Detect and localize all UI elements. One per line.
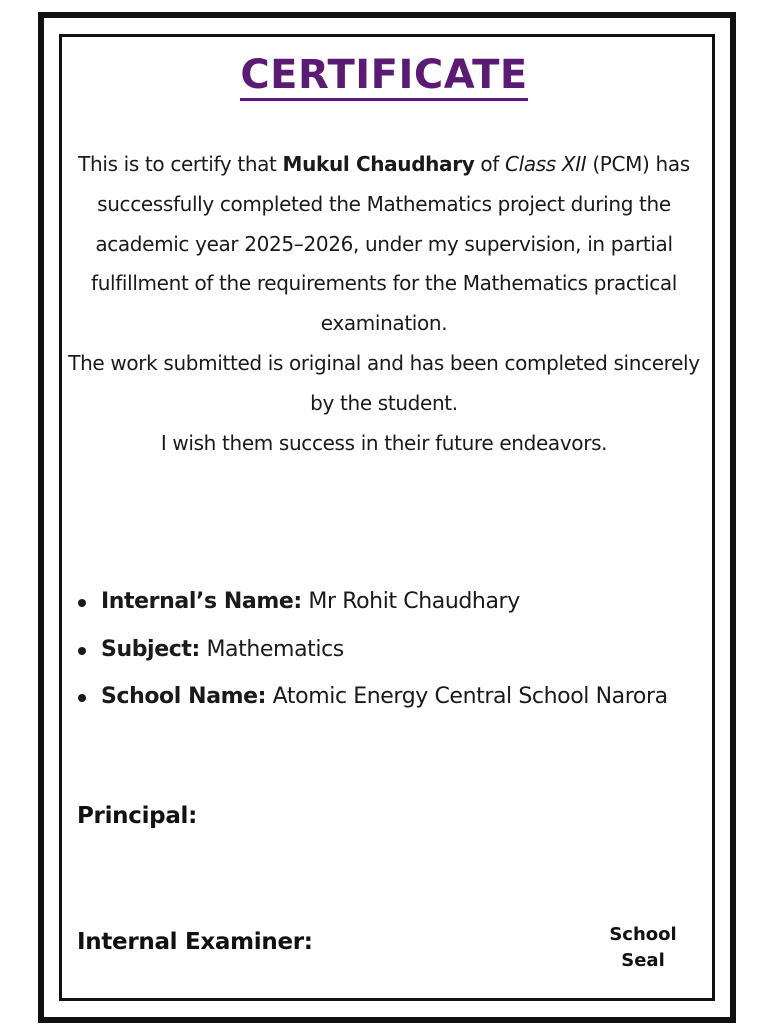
stream-text: (PCM) bbox=[586, 152, 650, 176]
of-text: of bbox=[474, 152, 505, 176]
list-item-subject bbox=[76, 628, 716, 676]
school-name-value: Atomic Energy Central School Narora bbox=[266, 684, 668, 709]
certificate-title bbox=[0, 52, 768, 98]
school-name-label: School Name: bbox=[101, 684, 267, 709]
certificate-title-text: CERTIFICATE bbox=[240, 52, 527, 101]
subject-label: Subject: bbox=[101, 636, 200, 662]
completion-text: has successfully completed the Mathematics project during the academic year 2025–2026, under my supervision, in partial fulfillment of the requirements for the Mathematics practical examination. bbox=[91, 152, 690, 336]
intro-text: This is to certify that bbox=[78, 152, 283, 176]
principal-signature-label: Principal: bbox=[77, 803, 198, 829]
certificate-body bbox=[66, 145, 702, 463]
bullet-icon bbox=[78, 647, 86, 655]
list-item-internal-name bbox=[76, 580, 716, 628]
school-seal bbox=[598, 922, 688, 974]
bullet-icon bbox=[78, 694, 86, 702]
list-item-school-name bbox=[76, 675, 716, 723]
details-list bbox=[76, 580, 716, 723]
originality-statement: The work submitted is original and has been completed sincerely by the student. bbox=[68, 350, 700, 415]
student-name: Mukul Chaudhary bbox=[282, 152, 475, 176]
certification-paragraph bbox=[66, 145, 702, 344]
bullet-icon bbox=[78, 599, 86, 607]
internal-examiner-signature-label: Internal Examiner: bbox=[77, 929, 313, 955]
school-seal-line1: School bbox=[609, 924, 677, 945]
subject-value: Mathematics bbox=[199, 636, 344, 662]
internal-name-label: Internal’s Name: bbox=[101, 589, 302, 614]
wish-statement: I wish them success in their future endeavors. bbox=[160, 430, 608, 455]
internal-name-value: Mr Rohit Chaudhary bbox=[301, 589, 520, 614]
class-name: Class XII bbox=[505, 152, 587, 176]
school-seal-line2: Seal bbox=[621, 950, 665, 971]
